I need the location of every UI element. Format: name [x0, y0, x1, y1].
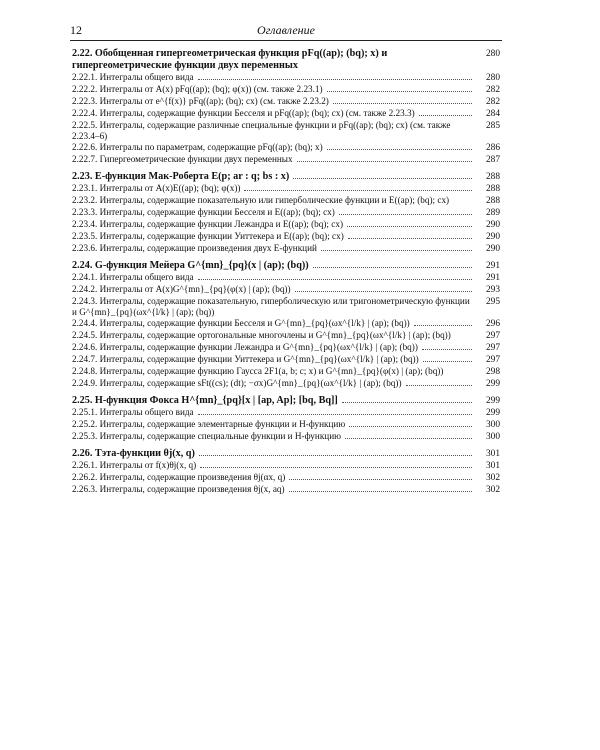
entry-title: 2.24.5. Интегралы, содержащие ортогональные многочлены и G^{mn}_{pq}(ωx^{l/k} | (ap); (bq)) — [72, 330, 451, 340]
section-page: 299 — [485, 396, 500, 406]
toc-entry[interactable] — [72, 272, 500, 284]
entry-page: 287 — [485, 155, 500, 165]
toc-entry[interactable] — [72, 219, 500, 231]
entry-title: 2.24.1. Интегралы общего вида — [72, 272, 194, 282]
section-title: 2.22. Обобщенная гипергеометрическая функция pFq((ap); (bq); x) и гипергеометрические функции двух переменных — [72, 48, 388, 71]
leader-dots — [289, 491, 472, 492]
leader-dots — [198, 414, 472, 415]
entry-title: 2.23.2. Интегралы, содержащие показательную или гиперболические функции и E((ap); (bq); cx) — [72, 195, 450, 205]
toc-entry[interactable] — [72, 330, 500, 342]
toc-entry[interactable] — [72, 243, 500, 255]
entry-title: 2.23.4. Интегралы, содержащие функции Лежандра и E((ap); (bq); cx) — [72, 219, 344, 229]
entry-title: 2.22.2. Интегралы от A(x) pFq((ap); (bq); φ(x)) (см. также 2.23.1) — [72, 84, 323, 94]
entry-title: 2.22.6. Интегралы по параметрам, содержащие pFq((ap); (bq); x) — [72, 142, 323, 152]
leader-dots — [198, 279, 472, 280]
entry-title: 2.24.2. Интегралы от A(x)G^{mn}_{pq}(φ(x) | (ap); (bq)) — [72, 284, 291, 294]
entry-page: 290 — [485, 220, 500, 230]
entry-page: 302 — [485, 485, 500, 495]
running-title: Оглавление — [257, 23, 315, 37]
entry-page: 297 — [485, 355, 500, 365]
leader-dots — [313, 267, 472, 268]
entry-title: 2.22.4. Интегралы, содержащие функции Бесселя и pFq((ap); (bq); cx) (см. также 2.23.3) — [72, 108, 415, 118]
toc-entry[interactable] — [72, 120, 500, 142]
section-heading[interactable] — [72, 395, 500, 407]
entry-page: 295 — [485, 297, 500, 307]
section-heading[interactable] — [72, 260, 500, 272]
toc-entry[interactable] — [72, 96, 500, 108]
entry-title: 2.22.3. Интегралы от e^{f(x)} pFq((ap); (bq); cx) (см. также 2.23.2) — [72, 96, 329, 106]
page-number: 12 — [70, 23, 82, 37]
toc-entry[interactable] — [72, 72, 500, 84]
entry-title: 2.26.2. Интегралы, содержащие произведения θj(αx, q) — [72, 472, 286, 482]
leader-dots — [297, 161, 472, 162]
entry-title: 2.24.6. Интегралы, содержащие функции Лежандра и G^{mn}_{pq}(ωx^{l/k} | (ap); (bq)) — [72, 342, 418, 352]
section-title: 2.26. Тэта-функции θj(x, q) — [72, 448, 195, 459]
section-page: 301 — [485, 449, 500, 459]
leader-dots — [198, 79, 472, 80]
section-page: 288 — [485, 172, 500, 182]
section-title: 2.24. G-функция Мейера G^{mn}_{pq}(x | (ap); (bq)) — [72, 260, 309, 271]
section-page: 291 — [485, 261, 500, 271]
toc-entry[interactable] — [72, 342, 500, 354]
entry-page: 290 — [485, 244, 500, 254]
section-title: 2.25. H-функция Фокса H^{mn}_{pq}[x | [ap, Ap]; [bq, Bq]] — [72, 395, 338, 406]
entry-page: 298 — [485, 367, 500, 377]
leader-dots — [347, 226, 472, 227]
section-heading[interactable] — [72, 448, 500, 460]
entry-title: 2.23.5. Интегралы, содержащие функции Уиттекера и E((ap); (bq); cx) — [72, 231, 344, 241]
leader-dots — [339, 214, 472, 215]
toc-entry[interactable] — [72, 366, 500, 378]
entry-title: 2.25.1. Интегралы общего вида — [72, 407, 194, 417]
toc-entry[interactable] — [72, 231, 500, 243]
entry-page: 280 — [485, 73, 500, 83]
entry-title: 2.25.3. Интегралы, содержащие специальные функции и H-функцию — [72, 431, 341, 441]
toc-entry[interactable] — [72, 318, 500, 330]
entry-title: 2.24.4. Интегралы, содержащие функции Бесселя и G^{mn}_{pq}(ωx^{l/k} | (ap); (bq)) — [72, 318, 410, 328]
leader-dots — [414, 325, 472, 326]
entry-title: 2.22.5. Интегралы, содержащие различные специальные функции и pFq((ap); (bq); cx) (см. также 2.23.4–6) — [72, 120, 451, 141]
toc-entry[interactable] — [72, 472, 500, 484]
entry-page: 289 — [485, 208, 500, 218]
leader-dots — [423, 361, 472, 362]
toc-entry[interactable] — [72, 460, 500, 472]
toc-entry[interactable] — [72, 419, 500, 431]
leader-dots — [406, 385, 472, 386]
entry-title: 2.24.9. Интегралы, содержащие sFt((cs); (dt); −σx)G^{mn}_{pq}(ωx^{l/k} | (ap); (bq)) — [72, 378, 402, 388]
entry-page: 286 — [485, 143, 500, 153]
section-page: 280 — [485, 49, 500, 59]
section-heading[interactable] — [72, 171, 500, 183]
leader-dots — [348, 238, 472, 239]
entry-page: 282 — [485, 97, 500, 107]
leader-dots — [419, 115, 472, 116]
leader-dots — [200, 467, 472, 468]
entry-page: 300 — [485, 420, 500, 430]
toc-entry[interactable] — [72, 207, 500, 219]
entry-title: 2.25.2. Интегралы, содержащие элементарные функции и H-функцию — [72, 419, 346, 429]
leader-dots — [333, 103, 472, 104]
toc-entry[interactable] — [72, 484, 500, 496]
entry-title: 2.26.1. Интегралы от f(x)θj(x, q) — [72, 460, 197, 470]
entry-title: 2.24.7. Интегралы, содержащие функции Уиттекера и G^{mn}_{pq}(ωx^{l/k} | (ap); (bq)) — [72, 354, 419, 364]
entry-page: 302 — [485, 473, 500, 483]
toc-entry[interactable] — [72, 354, 500, 366]
leader-dots — [321, 250, 472, 251]
entry-page: 284 — [485, 109, 500, 119]
entry-page: 288 — [485, 196, 500, 206]
toc-entry[interactable] — [72, 378, 500, 390]
leader-dots — [327, 91, 472, 92]
entry-title: 2.24.8. Интегралы, содержащие функцию Гаусса 2F1(a, b; c; x) и G^{mn}_{pq}(φ(x) | (ap); (bq)) — [72, 366, 444, 376]
entry-title: 2.23.1. Интегралы от A(x)E((ap); (bq); φ(x)) — [72, 183, 241, 193]
entry-page: 297 — [485, 331, 500, 341]
entry-title: 2.23.3. Интегралы, содержащие функции Бесселя и E((ap); (bq); cx) — [72, 207, 335, 217]
leader-dots — [345, 438, 472, 439]
toc-entry[interactable] — [72, 195, 500, 207]
leader-dots — [327, 149, 472, 150]
page-header — [70, 20, 502, 41]
leader-dots — [342, 402, 472, 403]
toc-entry[interactable] — [72, 296, 500, 318]
entry-page: 296 — [485, 319, 500, 329]
entry-page: 299 — [485, 408, 500, 418]
leader-dots — [295, 291, 472, 292]
entry-page: 291 — [485, 273, 500, 283]
section-title: 2.23. E-функция Мак-Роберта E(p; ar : q; bs : x) — [72, 171, 290, 182]
toc-entry[interactable] — [72, 183, 500, 195]
entry-page: 301 — [485, 461, 500, 471]
entry-page: 300 — [485, 432, 500, 442]
entry-page: 297 — [485, 343, 500, 353]
entry-title: 2.22.1. Интегралы общего вида — [72, 72, 194, 82]
entry-page: 299 — [485, 379, 500, 389]
toc-entry[interactable] — [72, 284, 500, 296]
entry-title: 2.23.6. Интегралы, содержащие произведения двух E-функций — [72, 243, 317, 253]
toc-entry[interactable] — [72, 154, 500, 166]
leader-dots — [289, 479, 472, 480]
leader-dots — [422, 349, 472, 350]
entry-page: 293 — [485, 285, 500, 295]
entry-title: 2.22.7. Гипергеометрические функции двух переменных — [72, 154, 293, 164]
toc-entry[interactable] — [72, 431, 500, 443]
entry-title: 2.24.3. Интегралы, содержащие показательную, гиперболическую или тригонометрическую функции и G^{mn}_{pq}(ωx^{l/k} | (ap); (bq)) — [72, 296, 470, 317]
toc-entry[interactable] — [72, 142, 500, 154]
section-heading[interactable] — [72, 48, 500, 72]
entry-page: 288 — [485, 184, 500, 194]
leader-dots — [244, 190, 472, 191]
toc-entry[interactable] — [72, 407, 500, 419]
toc-entry[interactable] — [72, 108, 500, 120]
entry-title: 2.26.3. Интегралы, содержащие произведения θj(x, aq) — [72, 484, 285, 494]
entry-page: 290 — [485, 232, 500, 242]
leader-dots — [349, 426, 472, 427]
entry-page: 282 — [485, 85, 500, 95]
toc-entry[interactable] — [72, 84, 500, 96]
table-of-contents — [72, 48, 500, 496]
entry-page: 285 — [485, 121, 500, 131]
leader-dots — [199, 455, 472, 456]
leader-dots — [293, 178, 472, 179]
